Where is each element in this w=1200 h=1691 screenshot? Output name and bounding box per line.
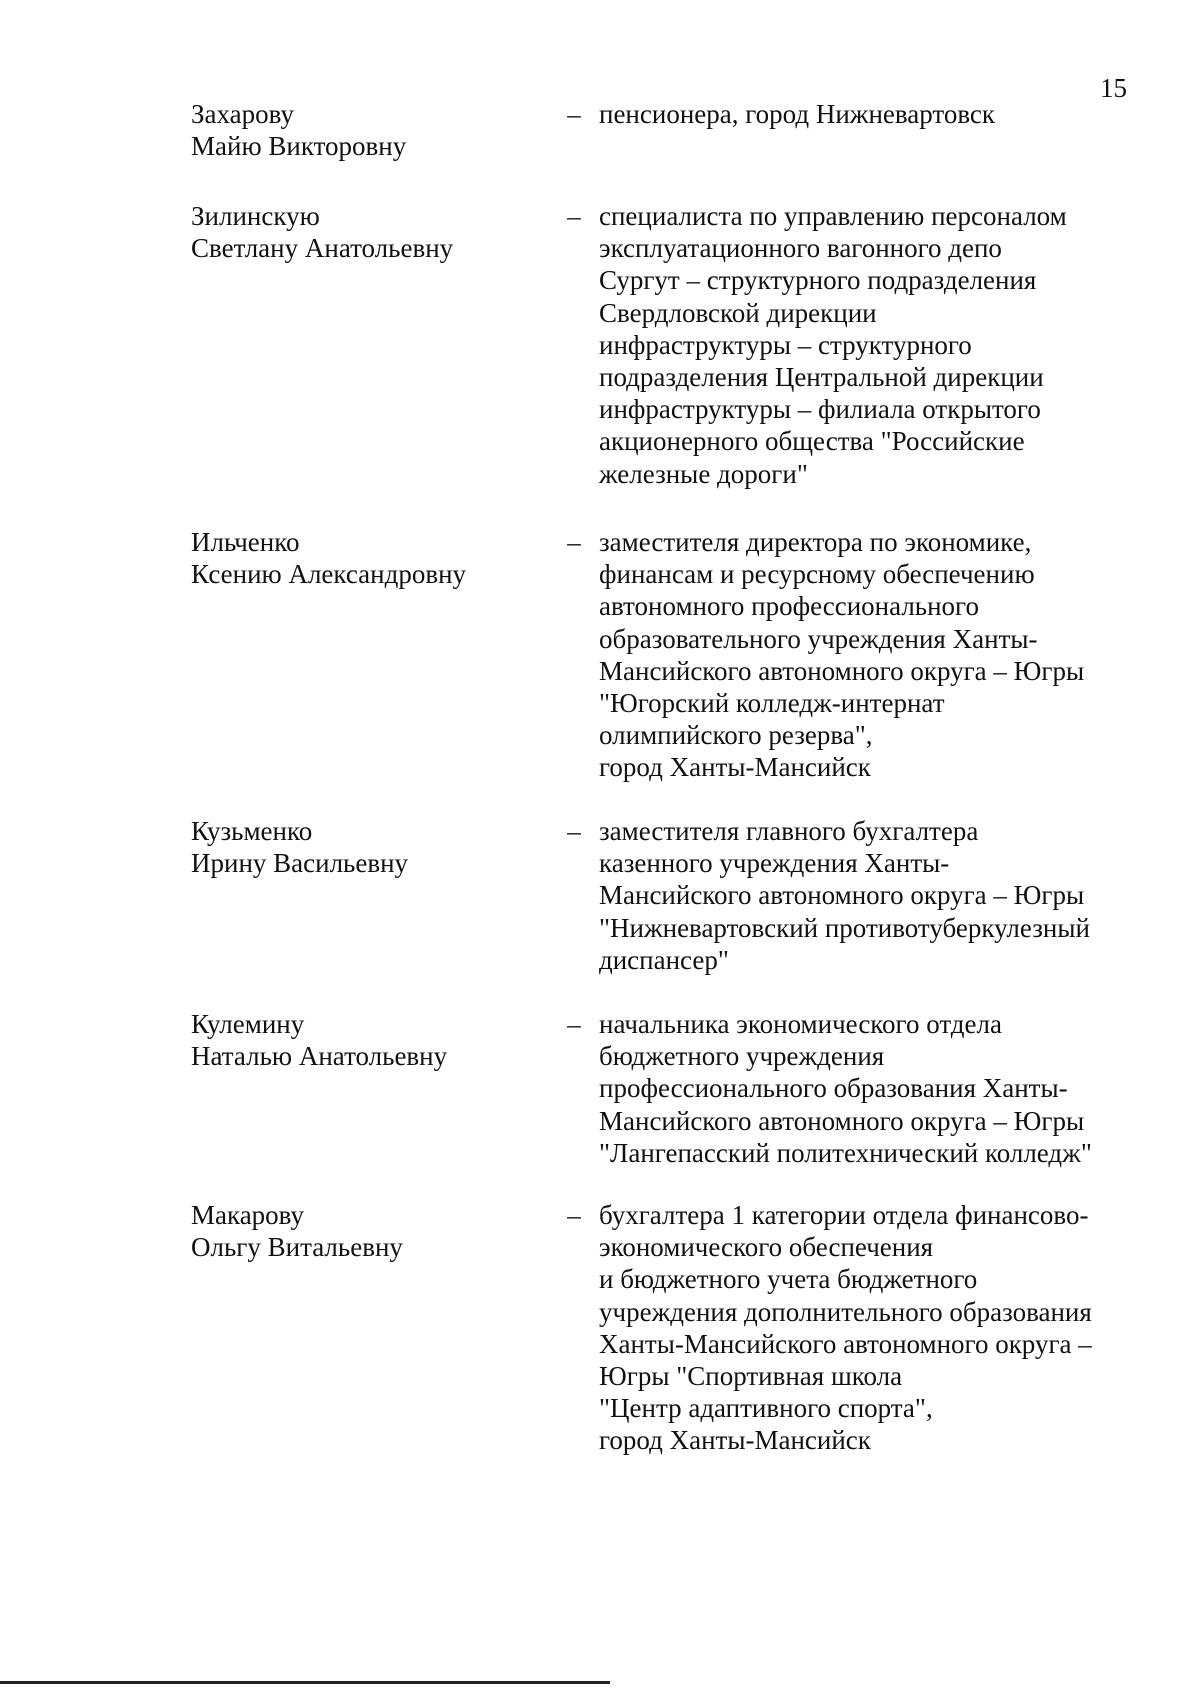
person-name xyxy=(191,1008,531,1072)
desc-line: финансам и ресурсному обеспечению xyxy=(599,559,1035,590)
desc-line: олимпийского резерва", xyxy=(599,720,873,751)
person-name xyxy=(191,98,531,162)
person-name xyxy=(191,526,531,590)
desc-line: бухгалтера 1 категории отдела финансово- xyxy=(599,1200,1089,1230)
dash-separator: – xyxy=(567,816,581,846)
desc-line: инфраструктуры – филиала открытого xyxy=(599,394,1041,425)
name-line: Ирину Васильевну xyxy=(191,848,409,879)
dash-separator: – xyxy=(567,201,581,231)
position-description xyxy=(599,1199,1139,1457)
desc-line: экономического обеспечения xyxy=(599,1232,934,1263)
desc-line: Мансийского автономного округа – Югры xyxy=(599,880,1085,911)
desc-line: начальника экономического отдела xyxy=(599,1009,1002,1039)
desc-line: "Югорский колледж-интернат xyxy=(599,688,945,719)
desc-line: учреждения дополнительного образования xyxy=(599,1296,1092,1327)
desc-line: инфраструктуры – структурного xyxy=(599,329,972,360)
entry-makarova xyxy=(0,1199,1200,1459)
desc-line: автономного профессионального xyxy=(599,591,979,622)
desc-line: заместителя директора по экономике, xyxy=(599,527,1032,557)
desc-line: Сургут – структурного подразделения xyxy=(599,265,1037,296)
position-description xyxy=(599,815,1139,976)
appointment-list xyxy=(0,98,1200,1459)
name-line: Зилинскую xyxy=(191,201,320,231)
dash-separator: – xyxy=(567,527,581,557)
name-line: Майю Викторовну xyxy=(191,131,407,162)
person-name xyxy=(191,200,531,264)
desc-line: бюджетного учреждения xyxy=(599,1041,885,1072)
desc-line: специалиста по управлению персоналом xyxy=(599,201,1067,231)
desc-line: акционерного общества "Российские xyxy=(599,426,1025,457)
position-description xyxy=(599,1008,1139,1169)
name-line: Кузьменко xyxy=(191,816,313,846)
desc-line: Свердловской дирекции xyxy=(599,297,877,328)
desc-line: Мансийского автономного округа – Югры xyxy=(599,1105,1085,1136)
desc-line: профессионального образования Ханты- xyxy=(599,1073,1068,1104)
person-name xyxy=(191,1199,531,1263)
desc-line: казенного учреждения Ханты- xyxy=(599,848,950,879)
bottom-rule xyxy=(0,1681,610,1684)
dash-separator: – xyxy=(567,99,581,129)
entry-kuzmenko xyxy=(0,815,1200,1008)
entry-kulemina xyxy=(0,1008,1200,1199)
entry-zilinskaya xyxy=(0,200,1200,526)
desc-line: Мансийского автономного округа – Югры xyxy=(599,655,1085,686)
desc-line: Югры "Спортивная школа xyxy=(599,1361,903,1392)
name-line: Наталью Анатольевну xyxy=(191,1041,448,1072)
name-line: Кулемину xyxy=(191,1009,305,1039)
desc-line: пенсионера, город Нижневартовск xyxy=(599,99,996,129)
entry-zakharova xyxy=(0,98,1200,200)
position-description xyxy=(599,200,1139,490)
desc-line: заместителя главного бухгалтера xyxy=(599,816,979,846)
desc-line: и бюджетного учета бюджетного xyxy=(599,1264,978,1295)
dash-separator: – xyxy=(567,1200,581,1230)
desc-line: город Ханты-Мансийск xyxy=(599,1425,871,1456)
desc-line: "Нижневартовский противотуберкулезный xyxy=(599,912,1090,943)
position-description xyxy=(599,526,1139,784)
desc-line: "Центр адаптивного спорта", xyxy=(599,1393,933,1424)
desc-line: Ханты-Мансийского автономного округа – xyxy=(599,1328,1092,1359)
desc-line: образовательного учреждения Ханты- xyxy=(599,623,1038,654)
name-line: Светлану Анатольевну xyxy=(191,233,454,264)
name-line: Ольгу Витальевну xyxy=(191,1232,403,1263)
entry-ilchenko xyxy=(0,526,1200,815)
page-number: 15 xyxy=(1100,73,1127,103)
name-line: Макарову xyxy=(191,1200,305,1230)
desc-line: город Ханты-Мансийск xyxy=(599,752,871,783)
name-line: Ксению Александровну xyxy=(191,559,467,590)
desc-line: "Лангепасский политехнический колледж" xyxy=(599,1137,1092,1168)
desc-line: диспансер" xyxy=(599,944,729,975)
name-line: Захарову xyxy=(191,99,294,129)
desc-line: подразделения Центральной дирекции xyxy=(599,362,1044,393)
position-description xyxy=(599,98,1139,130)
desc-line: эксплуатационного вагонного депо xyxy=(599,233,1002,264)
person-name xyxy=(191,815,531,879)
desc-line: железные дороги" xyxy=(599,458,808,489)
name-line: Ильченко xyxy=(191,527,300,557)
dash-separator: – xyxy=(567,1009,581,1039)
